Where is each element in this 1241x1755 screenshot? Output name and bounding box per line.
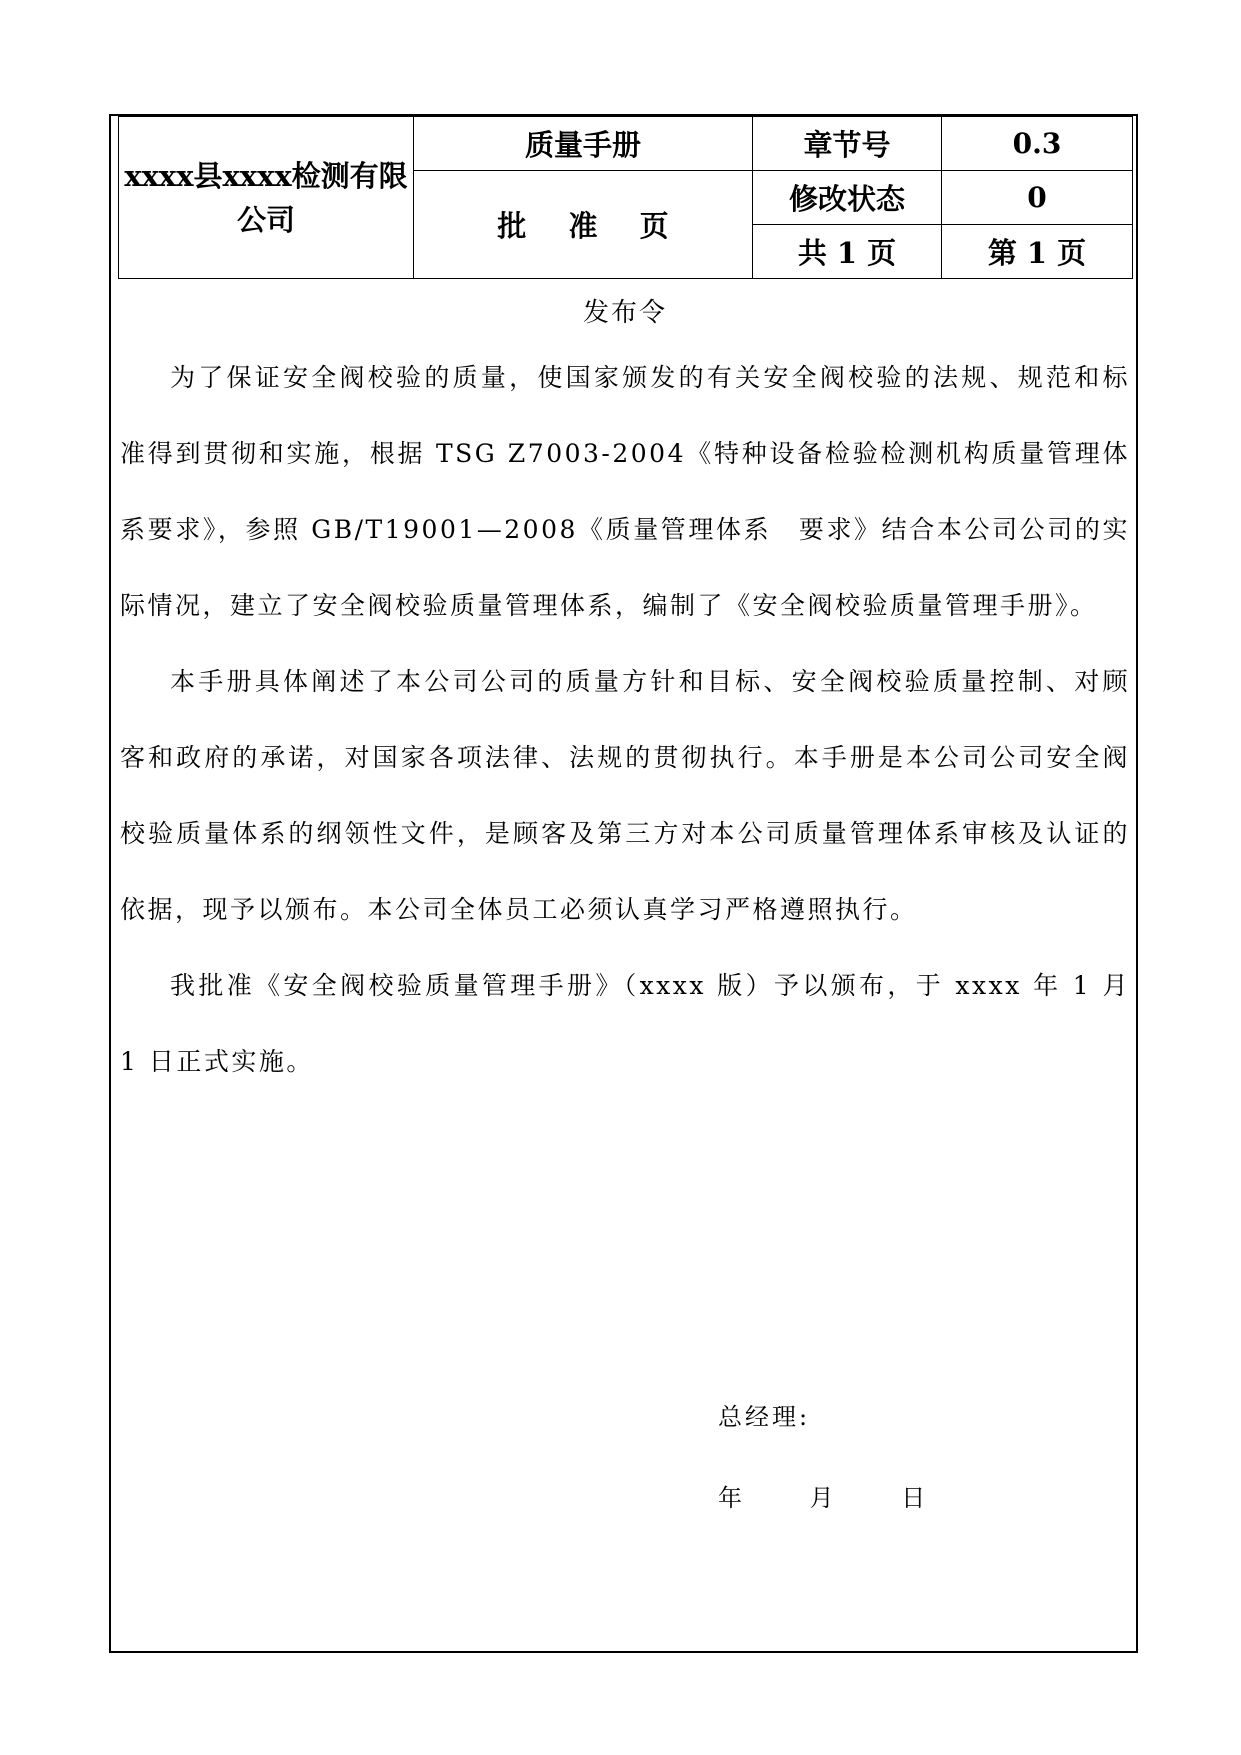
approval-page-title: 批 准 页 [414,171,753,279]
paragraph: 本手册具体阐述了本公司公司的质量方针和目标、安全阀校验质量控制、对顾客和政府的承诺，对国家各项法律、法规的贯彻执行。本手册是本公司公司安全阀校验质量体系的纲领性文件，是顾客及第三方对本公司质量管理体系审核及认证的依据，现予以颁布。本公司全体员工必须认真学习严格遵照执行。 [120,667,1130,924]
manual-title: 质量手册 [414,117,753,171]
revision-value: 0 [942,171,1133,225]
total-pages: 共 1 页 [753,225,942,279]
chapter-label: 章节号 [753,117,942,171]
chapter-value: 0.3 [942,117,1133,171]
revision-label: 修改状态 [753,171,942,225]
page-number: 第 1 页 [942,225,1133,279]
signature-label: 总经理: [718,1403,811,1431]
paragraph: 为了保证安全阀校验的质量，使国家颁发的有关安全阀校验的法规、规范和标准得到贯彻和实施，根据 TSG Z7003-2004《特种设备检验检测机构质量管理体系要求》，参照 GB/T19001—2008《质量管理体系 要求》结合本公司公司的实际情况，建立了安全阀校验质量管理体系，编制了《安全阀校验质量管理手册》。 [120,363,1130,620]
document-body [120,340,1130,1100]
paragraph: 我批准《安全阀校验质量管理手册》（xxxx 版）予以颁布，于 xxxx 年 1 月 1 日正式实施。 [120,971,1130,1076]
signature-date-line: 年 月 日 [718,1484,929,1512]
document-title: 发布令 [582,298,667,328]
document-header-table [118,116,1133,279]
company-name: xxxx县xxxx检测有限公司 [119,117,414,279]
